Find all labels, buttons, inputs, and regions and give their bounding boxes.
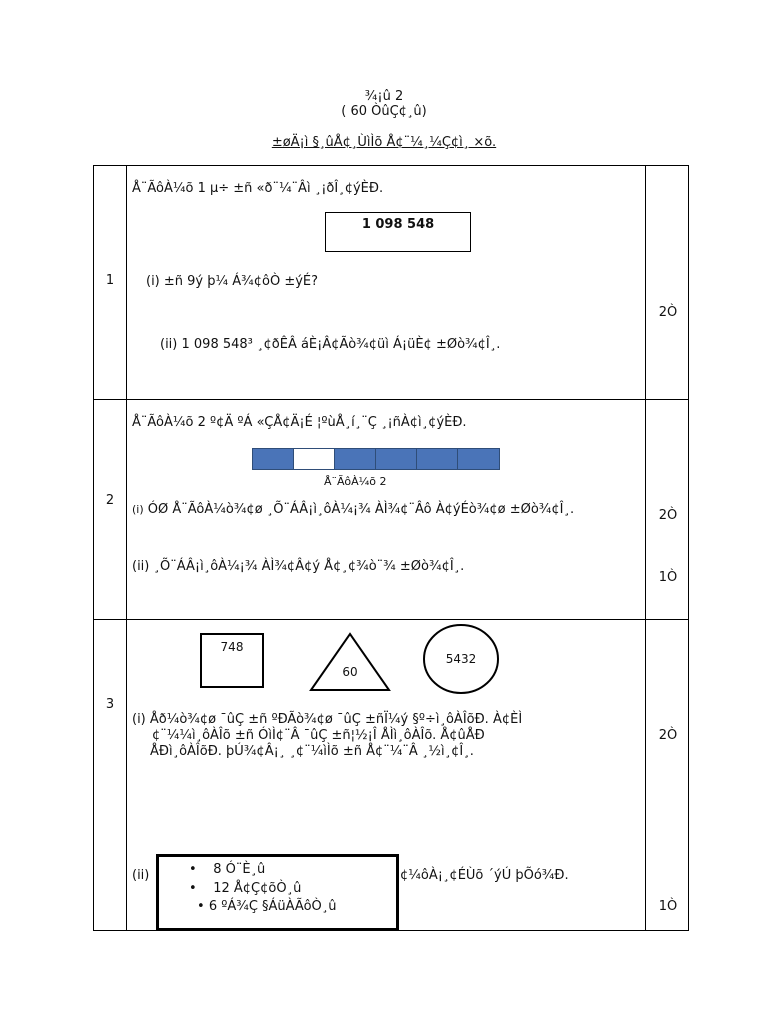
list-item: • 6 ºÁ¾Ç §ÁüÀÃôÒ¸û [197, 899, 337, 914]
question-mark: 2Ò [658, 508, 678, 523]
list-item: • 12 Å¢Ç¢õÒ¸û [189, 881, 302, 896]
question-mark: 1Ò [658, 899, 678, 914]
question-part-i: (i) ±ñ 9ý þ¼ Á¾¢ôÒ ±ýÉ? [146, 274, 319, 289]
question-intro: Å¨ÃôÀ¼õ 2 º¢Ä ºÁ «ÇÅ¢Ä¡É ¦ºùÅ¸í¸¨Ç ¸¡ñÀ¢ì¸¢ýÈÐ. [132, 415, 467, 430]
part-ii-label: (ii) [132, 868, 150, 883]
bar-part-shaded [376, 449, 417, 469]
section-time: ( 60 ÒûÇ¢¸û) [341, 104, 427, 119]
fraction-bar [252, 448, 500, 470]
bar-caption: Å¨ÃôÀ¼õ 2 [324, 475, 387, 488]
part-i-label: (i) [132, 503, 144, 516]
question-number: 1 [105, 273, 115, 288]
question-part-ii-tail: ¢¼ôÀ¡¸¢ÉÙõ ´ýÚ þÕó¾Ð. [400, 868, 569, 883]
list-item: • 8 Ó¨È¸û [189, 862, 266, 877]
bullet-icon: • [197, 899, 209, 914]
question-number: 3 [105, 697, 115, 712]
square-value: 748 [220, 640, 244, 654]
row-divider [94, 399, 688, 400]
part-i-text: ÓØ Å¨ÃôÀ¼ò¾¢ø ¸Õ¨ÁÂ¡ì¸ôÀ¼¡¾ ÀÌ¾¢¨Âô À¢ýÉò¾¢ø ±Øò¾¢Î¸. [143, 502, 575, 517]
question-part-ii: (ii) ¸Õ¨ÁÂ¡ì¸ôÀ¼¡¾ ÀÌ¾¢Â¢ý Å¢¸¢¾ò¨¾ ±Øò¾¢Î¸. [132, 559, 465, 574]
question-part-ii: (ii) 1 098 548³ ¸¢ðÊÂ áÈ¡Â¢Ãò¾¢üì Á¡üÈ¢ ±Øò¾¢Î¸. [160, 337, 501, 352]
column-divider [126, 166, 127, 930]
question-mark: 2Ò [658, 728, 678, 743]
row-divider [94, 619, 688, 620]
bar-part-shaded [335, 449, 376, 469]
question-mark: 2Ò [658, 305, 678, 320]
question-number: 2 [105, 493, 115, 508]
bullet-icon: • [189, 862, 214, 877]
bar-part-shaded [253, 449, 294, 469]
section-instruction: ±øÄ¡ì §¸ûÅ¢¸ÙìÌõ Å¢¨¼¸¼Ç¢ì¸ ×õ. [271, 135, 497, 150]
question-table [93, 165, 689, 931]
question-intro: Å¨ÃôÀ¼õ 1 µ÷ ±ñ «ð¨¼¨Âì ¸¡ðÎ¸¢ýÈÐ. [132, 181, 384, 196]
triangle-shape [309, 632, 391, 692]
triangle-value: 60 [342, 665, 358, 679]
question-part-i-line2: ¢¨¼¼ì¸ôÀÎõ ±ñ ÓìÌ¢¨Â ¯ûÇ ±ñ¦½¡Î ÅÌì¸ôÀÎõ. Å¢ûÅÐ [152, 728, 485, 743]
question-part-i-line3: ÅÐì¸ôÀÎõÐ. þÚ¾¢Â¡¸ ¸¢¨¼ìÌõ ±ñ Å¢¨¼¨Â ¸½ì¸¢Î¸. [150, 744, 474, 759]
bar-part-shaded [458, 449, 499, 469]
section-title: ¾¡û 2 [364, 89, 404, 104]
bar-part-unshaded [294, 449, 335, 469]
question-part-i [132, 502, 574, 517]
bullet-icon: • [189, 881, 214, 896]
circle-value: 5432 [445, 652, 477, 666]
question-part-i-line1: (i) Åð¼ò¾¢ø ¯ûÇ ±ñ ºÐÃò¾¢ø ¯ûÇ ±ñÏ¼ý §º÷ì¸ôÀÎõÐ. À¢ÈÌ [132, 712, 523, 727]
bar-part-shaded [417, 449, 458, 469]
properties-list-box [156, 854, 399, 931]
number-box: 1 098 548 [325, 212, 471, 252]
column-divider [645, 166, 646, 930]
question-mark: 1Ò [658, 570, 678, 585]
